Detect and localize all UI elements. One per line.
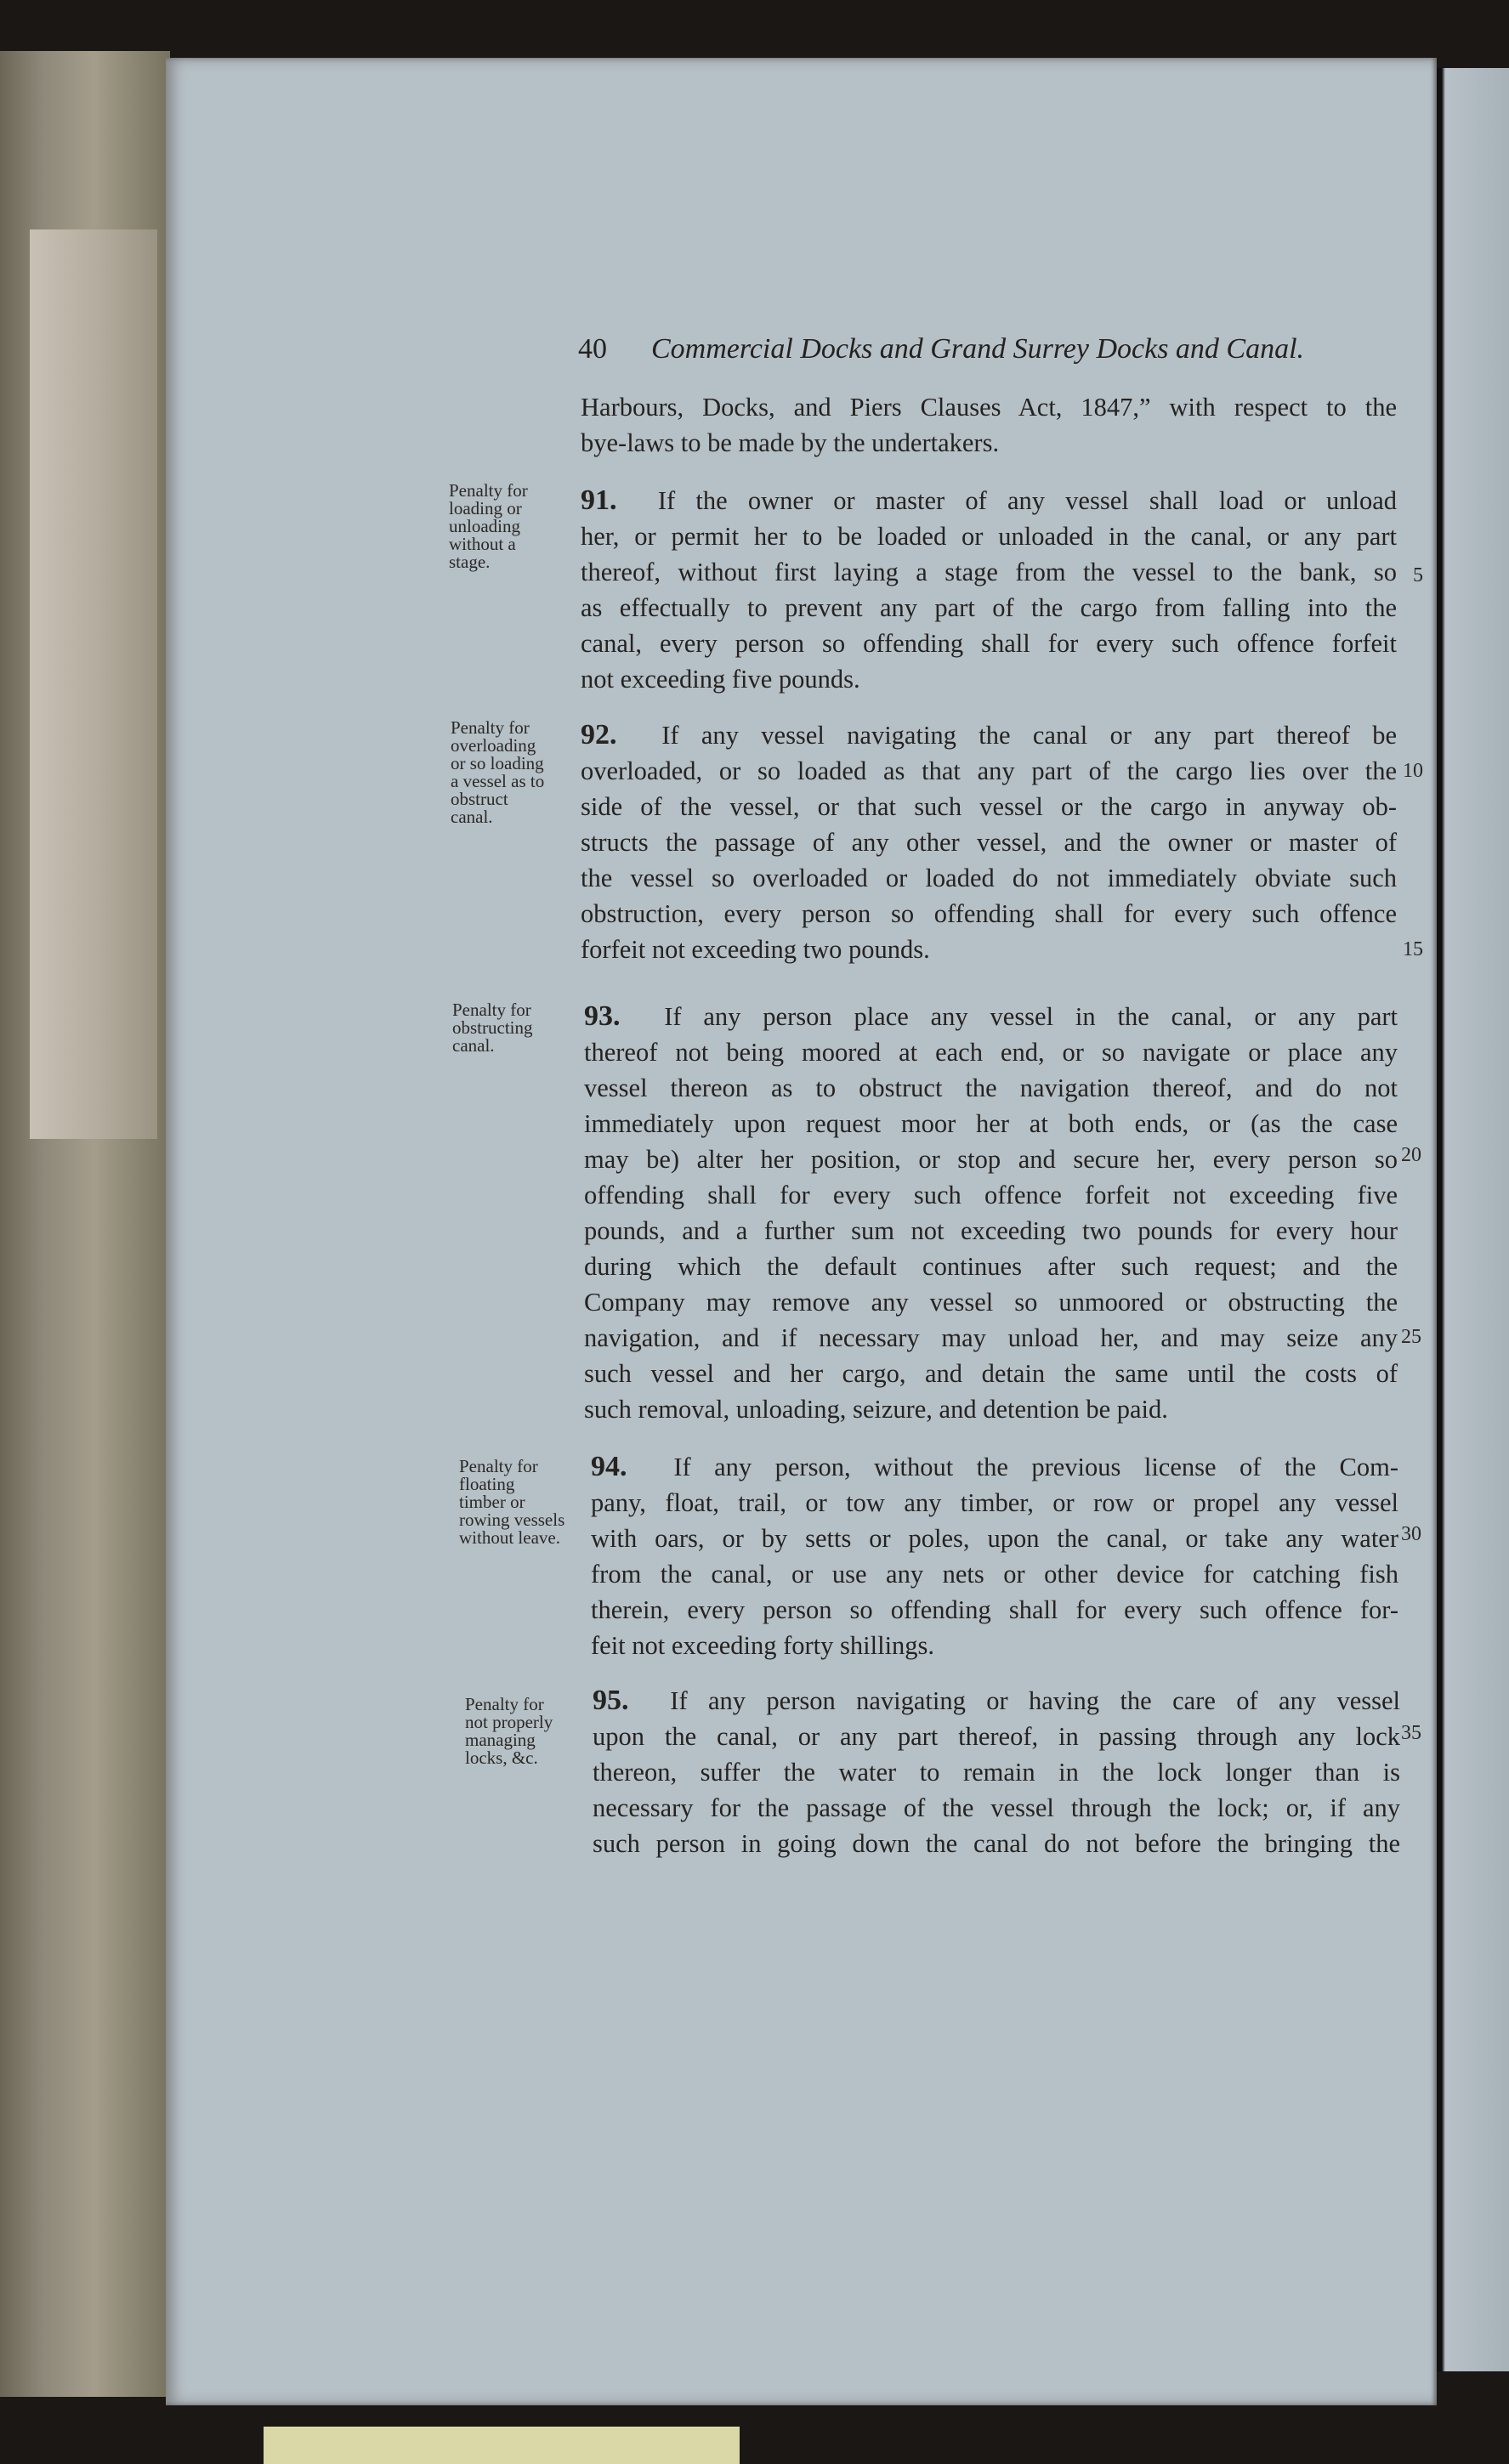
text-line: immediately upon request moor her at both ends, or (as the case	[584, 1109, 1398, 1138]
text-line: 91. If the owner or master of any vessel shall load or unload	[581, 484, 1398, 516]
section-number: 92.	[581, 719, 617, 751]
text-line: 94. If any person, without the previous license of the Com-	[591, 1451, 1398, 1482]
text-line: not exceeding five pounds.	[581, 665, 860, 694]
line-number: 35	[1401, 1722, 1421, 1744]
margin-note-93: Penalty for obstructing canal.	[452, 1000, 533, 1056]
page-number: 40	[578, 333, 607, 365]
page-header	[578, 333, 1326, 376]
text-line: Harbours, Docks, and Piers Clauses Act, 1847,” with respect to the	[581, 393, 1397, 422]
text-line: navigation, and if necessary may unload her, and may seize any	[584, 1323, 1398, 1352]
text-line: bye-laws to be made by the undertakers.	[581, 428, 1000, 457]
section-93	[584, 999, 1398, 1427]
text-line: 92. If any vessel navigating the canal or any part thereof be	[581, 719, 1398, 751]
running-title: Commercial Docks and Grand Surrey Docks and Canal.	[651, 333, 1305, 365]
text-line: such person in going down the canal do not before the bringing the	[593, 1829, 1400, 1858]
paper-tab	[264, 2427, 740, 2464]
text-line: structs the passage of any other vessel, and the owner or master of	[581, 828, 1397, 857]
section-94	[591, 1449, 1398, 1663]
text-line: overloaded, or so loaded as that any part of the cargo lies over the	[581, 756, 1397, 785]
section-95	[593, 1683, 1400, 1861]
text-line: the vessel so overloaded or loaded do not immediately obviate such	[581, 864, 1397, 892]
margin-note-95: Penalty for not properly managing locks, &c.	[465, 1694, 553, 1768]
text-line: necessary for the passage of the vessel through the lock; or, if any	[593, 1793, 1400, 1822]
section-number: 93.	[584, 1000, 621, 1032]
section-number: 91.	[581, 484, 617, 516]
text-line: Company may remove any vessel so unmoored or obstructing the	[584, 1288, 1398, 1317]
folded-page-flap	[30, 229, 157, 1139]
text-line: canal, every person so offending shall for every such offence forfeit	[581, 629, 1397, 658]
line-number: 30	[1401, 1523, 1421, 1545]
text-line: as effectually to prevent any part of the cargo from falling into the	[581, 593, 1397, 622]
text-line: vessel thereon as to obstruct the navigation thereof, and do not	[584, 1073, 1398, 1102]
text-line: thereof, without first laying a stage from the vessel to the bank, so	[581, 558, 1397, 586]
text-line: therein, every person so offending shall for every such offence for-	[591, 1595, 1398, 1624]
text-line: with oars, or by setts or poles, upon the canal, or take any water	[591, 1524, 1398, 1553]
book-page-stack	[0, 51, 170, 2397]
text-line: pany, float, trail, or tow any timber, or row or propel any vessel	[591, 1488, 1398, 1517]
section-number: 95.	[593, 1685, 629, 1716]
text-line: thereon, suffer the water to remain in the lock longer than is	[593, 1758, 1400, 1787]
text-line: during which the default continues after such request; and the	[584, 1252, 1398, 1281]
section-number: 94.	[591, 1451, 627, 1482]
line-number: 15	[1403, 938, 1423, 960]
text-line: offending shall for every such offence forfeit not exceeding five	[584, 1181, 1398, 1209]
text-line: may be) alter her position, or stop and secure her, every person so	[584, 1145, 1398, 1174]
line-number: 20	[1401, 1144, 1421, 1166]
text-line: from the canal, or use any nets or other device for catching fish	[591, 1560, 1398, 1589]
text-line: feit not exceeding forty shillings.	[591, 1631, 935, 1660]
text-line: such vessel and her cargo, and detain the same until the costs of	[584, 1359, 1398, 1388]
text-line: side of the vessel, or that such vessel or the cargo in anyway ob-	[581, 792, 1397, 821]
text-line: 93. If any person place any vessel in the canal, or any part	[584, 1000, 1398, 1032]
margin-note-92: Penalty for overloading or so loading a vessel as to obstruct canal.	[451, 717, 545, 827]
line-number: 5	[1413, 564, 1423, 586]
text-line: upon the canal, or any part thereof, in passing through any lock	[593, 1722, 1400, 1751]
text-line: such removal, unloading, seizure, and detention be paid.	[584, 1395, 1168, 1424]
facing-page-edge	[1437, 68, 1509, 2371]
text-line: pounds, and a further sum not exceeding two pounds for every hour	[584, 1216, 1398, 1245]
margin-note-91: Penalty for loading or unloading without a stage.	[449, 480, 528, 572]
text-line: obstruction, every person so offending shall for every such offence	[581, 899, 1397, 928]
section-92	[581, 717, 1397, 967]
text-line: forfeit not exceeding two pounds.	[581, 935, 930, 964]
intro-paragraph	[581, 389, 1397, 461]
text-line: her, or permit her to be loaded or unloaded in the canal, or any part	[581, 522, 1397, 551]
section-91	[581, 483, 1397, 697]
line-number: 10	[1403, 760, 1423, 782]
margin-note-94: Penalty for floating timber or rowing vessels without leave.	[459, 1456, 565, 1548]
text-line: 95. If any person navigating or having the care of any vessel	[593, 1685, 1401, 1716]
text-line: thereof not being moored at each end, or so navigate or place any	[584, 1038, 1398, 1067]
line-number: 25	[1401, 1326, 1421, 1348]
